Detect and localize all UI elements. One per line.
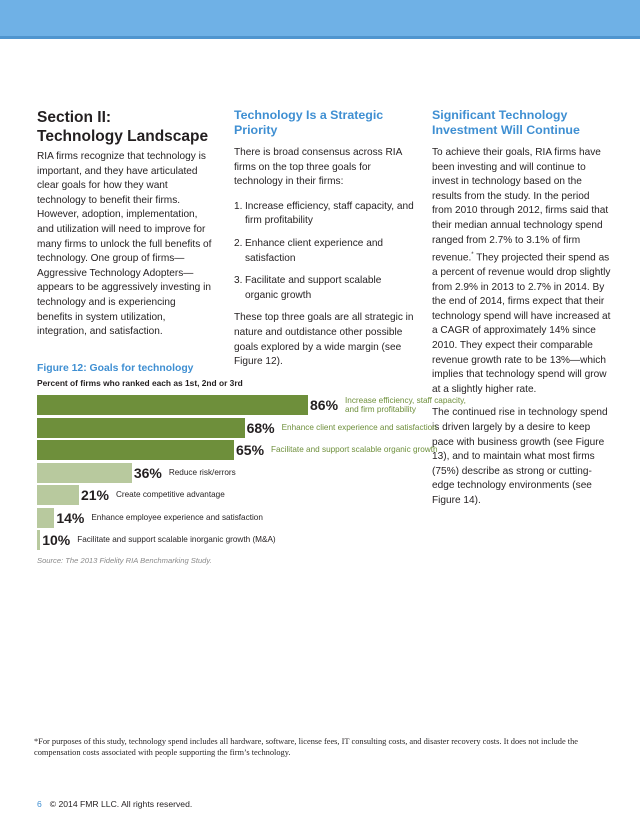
bar-category-label-line: Reduce risk/errors: [168, 467, 236, 477]
strategic-priority-column: [234, 108, 414, 370]
figure-header: [37, 362, 437, 389]
section-column: [37, 108, 212, 340]
bar-category-label-line: Enhance employee experience and satisfaction: [91, 512, 263, 522]
goal-text: Increase efficiency, staff capacity, and firm profitability: [245, 200, 414, 227]
bar-value-label: 36%: [133, 464, 162, 481]
section-title: [37, 108, 212, 146]
strategic-priority-closing: These top three goals are all strategic in nature and outdistance other possible goals explored by a wide margin (see Figure 12).: [234, 312, 414, 368]
goal-number: 3.: [234, 275, 243, 287]
bar-category-label: [169, 468, 236, 477]
bar-value-label: 86%: [310, 397, 339, 413]
investment-paragraph-1-start: To achieve their goals, RIA firms have been investing and will continue to invest in technology based on the results from the study. In the period from 2010 through 2012, firms said that their median annual technology spend ranged from 2.7% to 3.1% of firm revenue.: [432, 147, 609, 264]
copyright: © 2014 FMR LLC. All rights reserved.: [49, 799, 193, 809]
bar-value-label: 65%: [236, 442, 265, 458]
goal-item: [234, 237, 414, 266]
investment-heading-line1: Significant Technology: [432, 108, 568, 122]
page-number: 6: [37, 799, 42, 809]
bar-category-label: [77, 535, 275, 544]
section-title-line1: Section II:: [37, 109, 112, 126]
bar-category-label: [345, 396, 466, 415]
bar-category-label-line: and firm profitability: [345, 405, 416, 415]
bar-value-label: 14%: [56, 509, 85, 526]
figure-title: Figure 12: Goals for technology: [37, 363, 194, 374]
bar: [37, 463, 132, 483]
strategic-priority-intro: There is broad consensus across RIA firms on the top three goals for technology in their firms:: [234, 147, 402, 188]
bar-category-label-line: Create competitive advantage: [115, 490, 225, 499]
bar: [37, 530, 40, 550]
bar-category-label: [282, 423, 437, 432]
section-title-line2: Technology Landscape: [37, 128, 209, 145]
goals-list: [234, 200, 414, 304]
footnote-marker: *: [471, 252, 474, 259]
bar-value-label: 68%: [246, 419, 275, 436]
bar-category-label-line: Facilitate and support scalable inorganic growth (M&A): [77, 535, 276, 544]
goal-item: [234, 200, 414, 229]
bar-category-label-line: Enhance client experience and satisfaction: [281, 422, 437, 432]
investment-paragraph-2: The continued rise in technology spend is driven largely by a desire to keep pace with business growth (see Figure 13), and to maintain what most firms (75%) describe as strong or cutting-edge technology environments (see Figure 14).: [432, 407, 608, 507]
investment-paragraph-1-end: They projected their spend as a percent of revenue would drop slightly from 2.9% in 2013 to 2.7% in 2014. By the end of 2014, firms expect that their technology spend will have increased at a CAGR of approximately 14% since 2010. They expect their comparable revenue growth rate to be 13%—which implies that technology spend will grow at a slightly higher rate.: [432, 252, 611, 395]
goal-text: Facilitate and support scalable organic growth: [245, 275, 382, 301]
goals-bar-chart: [37, 395, 466, 550]
bar-category-label: [91, 513, 263, 522]
investment-column: [432, 108, 612, 509]
goal-number: 2.: [234, 237, 243, 249]
bar-category-label-line: Increase efficiency, staff capacity,: [345, 396, 466, 405]
bar: [37, 485, 79, 505]
bar: [37, 440, 234, 460]
figure-source: Source: The 2013 Fidelity RIA Benchmarking Study.: [37, 556, 212, 565]
investment-heading-line2: Investment Will Continue: [432, 122, 580, 137]
page-footer: [37, 799, 192, 809]
investment-heading: [432, 108, 612, 137]
goal-item: [234, 274, 414, 303]
section-body: RIA firms recognize that technology is important, and they have articulated clear goals for how they want technology to benefit their firms. However, adoption, implementation, and utilization will need to improve for many firms to unlock the full benefits of technology. One group of firms—Aggressive Technology Adopters—appears to be aggressively investing in technology and is experiencing benefits in system utilization, integration, and satisfaction.: [37, 151, 212, 338]
bar-category-label: [116, 490, 225, 499]
bar-value-label: 21%: [80, 487, 110, 503]
header-band-edge: [0, 36, 640, 39]
bar-value-label: 10%: [42, 532, 71, 548]
bar-category-label: [271, 445, 438, 454]
bar: [37, 395, 308, 415]
header-band: [0, 0, 640, 36]
bar: [37, 508, 54, 528]
goal-number: 1.: [234, 200, 243, 212]
bar: [37, 418, 245, 438]
strategic-priority-heading: Technology Is a Strategic Priority: [234, 108, 384, 137]
investment-paragraph-1: [432, 146, 612, 397]
footnote: *For purposes of this study, technology spend includes all hardware, software, license fees, IT consulting costs, and disaster recovery costs. It does not include the compensation costs associated with people supporting the firm’s technology.: [34, 737, 579, 757]
goal-text: Enhance client experience and satisfaction: [245, 237, 384, 264]
bar-category-label-line: Facilitate and support scalable organic growth: [271, 445, 438, 454]
figure-subtitle: Percent of firms who ranked each as 1st, 2nd or 3rd: [37, 378, 243, 388]
